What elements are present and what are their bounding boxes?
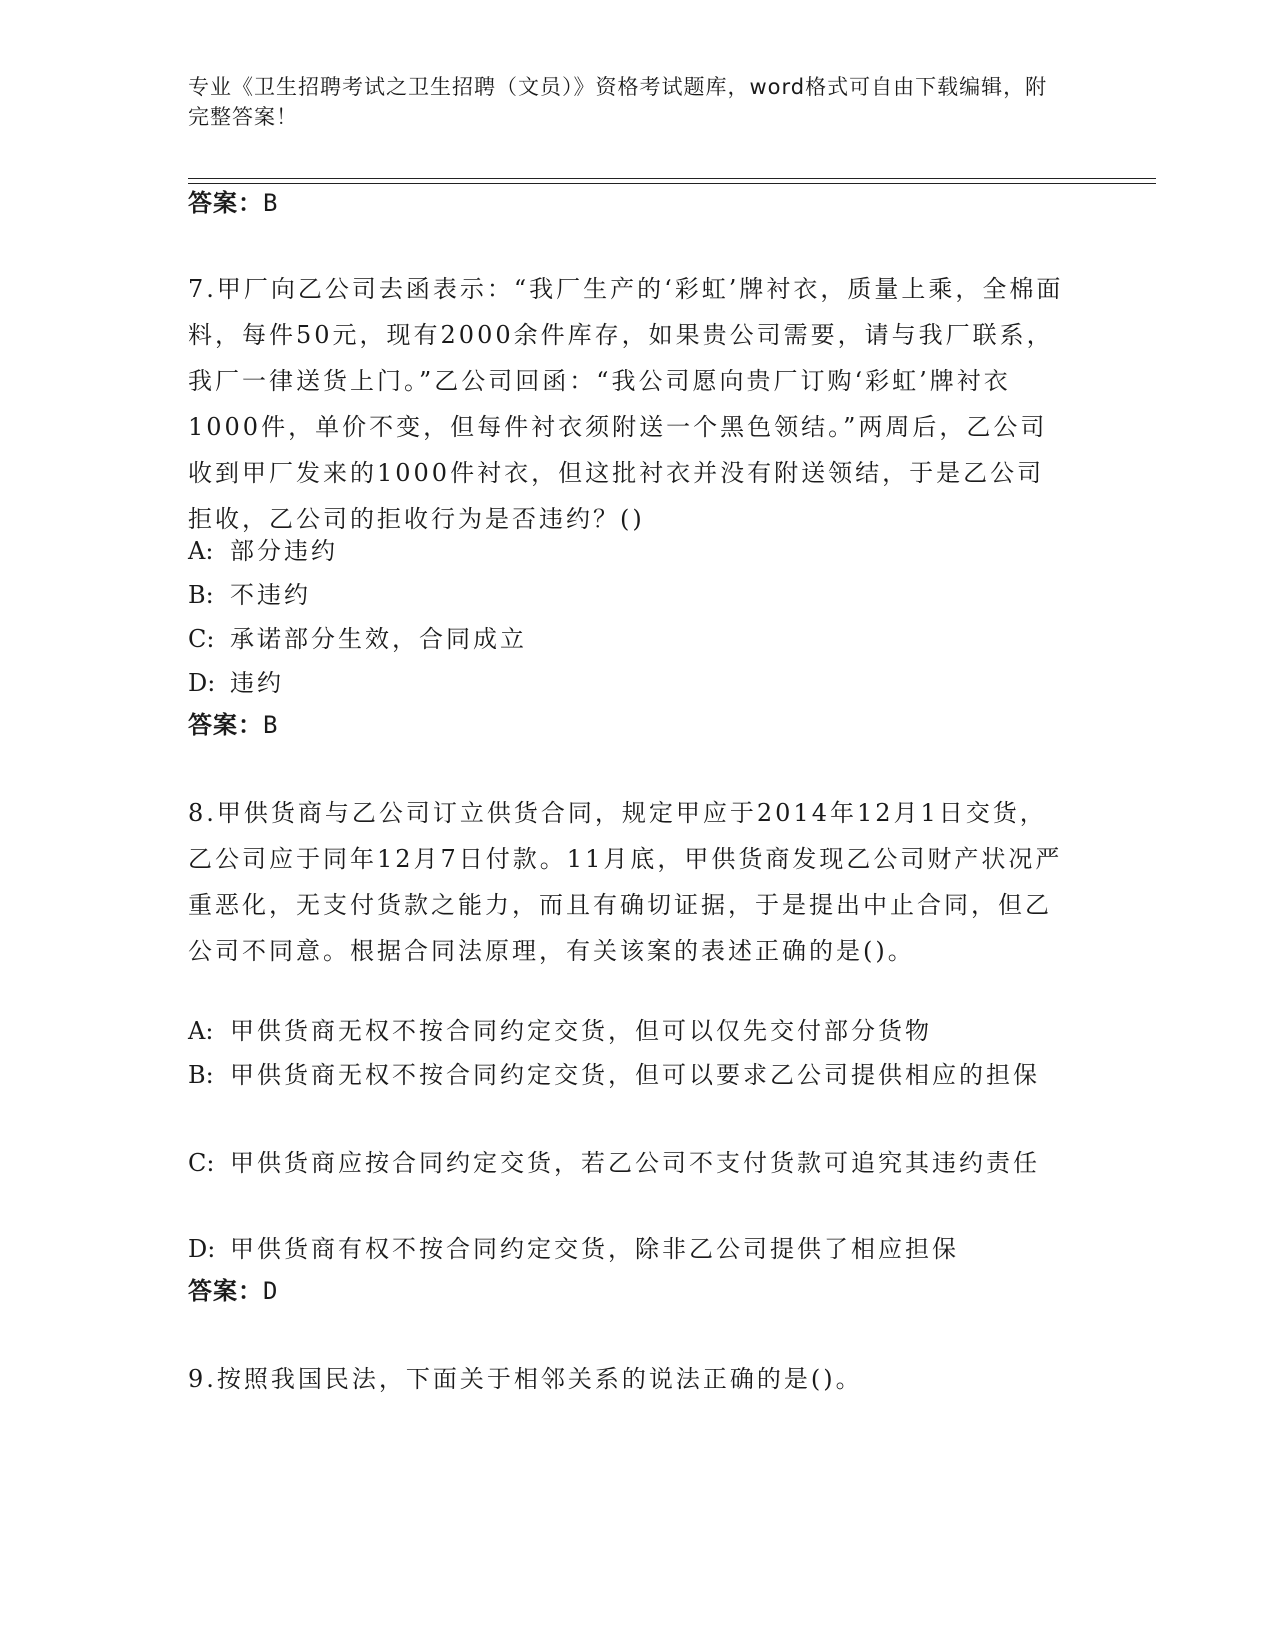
question-8-option-d (188, 1226, 1068, 1272)
header-divider-bottom (188, 183, 1156, 184)
option-text: 甲供货商无权不按合同约定交货，但可以仅先交付部分货物 (230, 1017, 932, 1045)
answer-label: 答案： (188, 1277, 263, 1305)
option-text: 违约 (230, 669, 284, 697)
question-7-stem: 7.甲厂向乙公司去函表示：“我厂生产的‘彩虹’牌衬衣，质量上乘，全棉面料，每件50元，现有2000余件库存，如果贵公司需要，请与我厂联系，我厂一律送货上门。”乙公司回函：“我公司愿向贵厂订购‘彩虹’牌衬衣1000件，单价不变，但每件衬衣须附送一个黑色领结。”两周后，乙公司收到甲厂发来的1000件衬衣，但这批衬衣并没有附送领结，于是乙公司拒收，乙公司的拒收行为是否违约？() (188, 275, 1064, 533)
question-7-answer (188, 710, 278, 740)
option-letter: C: (188, 625, 215, 653)
option-text: 部分违约 (230, 537, 338, 565)
question-8-answer (188, 1276, 278, 1306)
option-text: 承诺部分生效，合同成立 (230, 625, 527, 653)
question-7-option-d (188, 660, 1068, 706)
question-8-option-a (188, 1008, 1068, 1054)
option-text: 甲供货商无权不按合同约定交货，但可以要求乙公司提供相应的担保 (230, 1061, 1040, 1089)
option-letter: B: (188, 581, 214, 609)
question-9-stem: 9.按照我国民法，下面关于相邻关系的说法正确的是()。 (188, 1365, 863, 1393)
answer-value: D (263, 1277, 279, 1305)
answer-label: 答案： (188, 711, 263, 739)
question-8-stem: 8.甲供货商与乙公司订立供货合同，规定甲应于2014年12月1日交货，乙公司应于同年12月7日付款。11月底，甲供货商发现乙公司财产状况严重恶化，无支付货款之能力，而且有确切证据，于是提出中止合同，但乙公司不同意。根据合同法原理，有关该案的表述正确的是()。 (188, 799, 1063, 965)
option-text: 甲供货商应按合同约定交货，若乙公司不支付货款可追究其违约责任 (230, 1149, 1040, 1177)
option-letter: A: (188, 1017, 214, 1045)
answer-value: B (263, 711, 279, 739)
answer-label: 答案： (188, 189, 263, 217)
question-7-option-b (188, 572, 1068, 618)
question-7-option-a (188, 528, 1068, 574)
question-8-option-b (188, 1052, 1068, 1098)
answer-prev (188, 188, 278, 218)
option-letter: D: (188, 669, 216, 697)
option-text: 不违约 (230, 581, 311, 609)
option-letter: A: (188, 537, 214, 565)
question-8-option-c (188, 1140, 1068, 1186)
answer-value: B (263, 189, 279, 217)
option-text: 甲供货商有权不按合同约定交货，除非乙公司提供了相应担保 (230, 1235, 959, 1263)
option-letter: B: (188, 1061, 214, 1089)
option-letter: C: (188, 1149, 215, 1177)
document-header: 专业《卫生招聘考试之卫生招聘（文员）》资格考试题库，word格式可自由下载编辑，附完整答案！ (188, 75, 1048, 129)
question-7-option-c (188, 616, 1068, 662)
header-divider-top (188, 178, 1156, 179)
option-letter: D: (188, 1235, 216, 1263)
